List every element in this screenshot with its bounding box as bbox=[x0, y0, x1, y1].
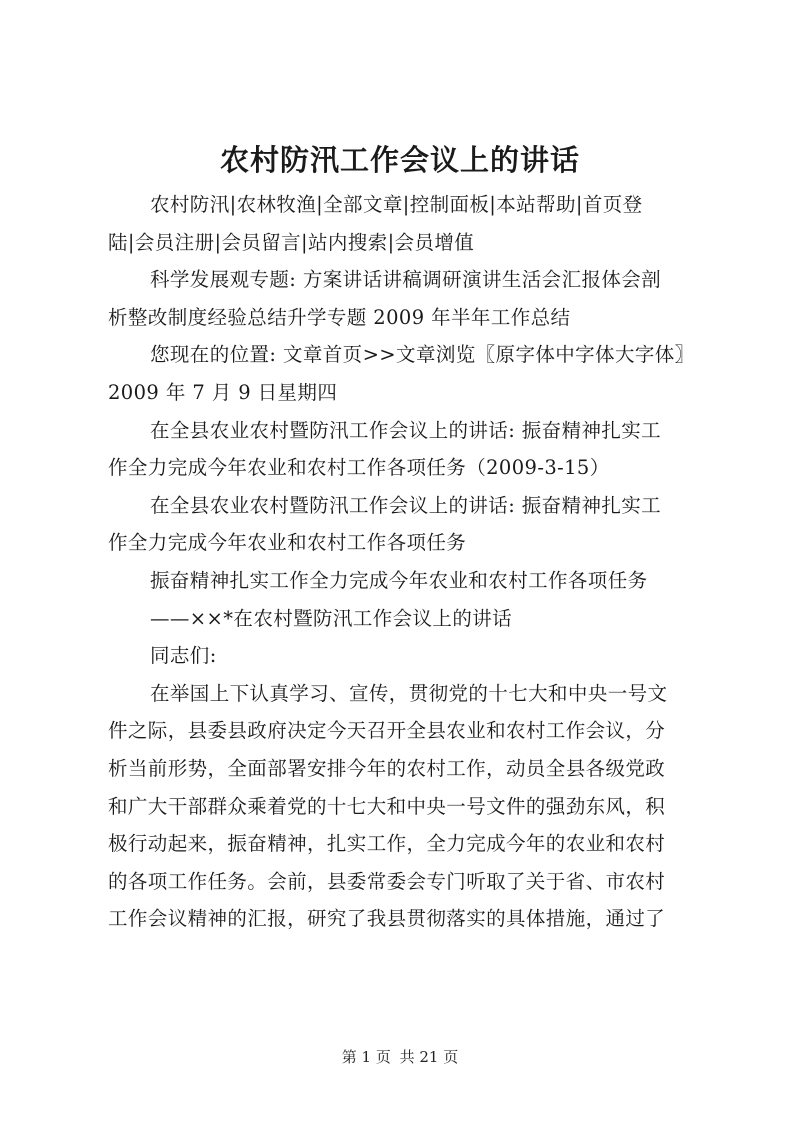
page-number: 第 1 页 bbox=[341, 1048, 391, 1066]
speech-subtitle: ——××*在农村暨防汛工作会议上的讲话 bbox=[150, 606, 513, 630]
article-heading-1-line-1: 在全县农业农村暨防汛工作会议上的讲话: 振奋精神扎实工 bbox=[150, 418, 662, 442]
page-total: 共 21 页 bbox=[399, 1048, 459, 1066]
paragraph-line: 和广大干部群众乘着党的十七大和中央一号文件的强劲东风，积 bbox=[108, 794, 666, 818]
nav-links-line-2: 陆|会员注册|会员留言|站内搜索|会员增值 bbox=[108, 230, 475, 254]
date-line: 2009 年 7 月 9 日星期四 bbox=[108, 380, 338, 404]
article-heading-2-line-1: 在全县农业农村暨防汛工作会议上的讲话: 振奋精神扎实工 bbox=[150, 493, 662, 517]
document-title: 农村防汛工作会议上的讲话 bbox=[219, 143, 580, 177]
paragraph-line: 析当前形势，全面部署安排今年的农村工作，动员全县各级党政 bbox=[108, 756, 666, 780]
article-heading-1-line-2: 作全力完成今年农业和农村工作各项任务（2009-3-15） bbox=[108, 456, 610, 480]
nav-links-line-1: 农村防汛|农林牧渔|全部文章|控制面板|本站帮助|首页登 bbox=[150, 193, 643, 216]
paragraph-line: 在举国上下认真学习、宣传，贯彻党的十七大和中央一号文 bbox=[150, 681, 668, 705]
paragraph-line: 件之际，县委县政府决定今天召开全县农业和农村工作会议，分 bbox=[108, 719, 666, 743]
paragraph-line: 极行动起来，振奋精神，扎实工作，全力完成今年的农业和农村 bbox=[108, 832, 666, 856]
page-footer bbox=[0, 1047, 800, 1067]
topic-line-1: 科学发展观专题: 方案讲话讲稿调研演讲生活会汇报体会剖 bbox=[150, 268, 662, 292]
article-heading-2-line-2: 作全力完成今年农业和农村工作各项任务 bbox=[108, 531, 467, 555]
salutation: 同志们: bbox=[150, 644, 217, 668]
location-line: 您现在的位置: 文章首页>>文章浏览〖原字体中字体大字体〗 bbox=[150, 343, 695, 367]
topic-line-2: 析整改制度经验总结升学专题 2009 年半年工作总结 bbox=[108, 305, 571, 329]
speech-title: 振奋精神扎实工作全力完成今年农业和农村工作各项任务 bbox=[150, 568, 648, 592]
paragraph-line: 的各项工作任务。会前，县委常委会专门听取了关于省、市农村 bbox=[108, 869, 666, 893]
document-body bbox=[108, 186, 706, 938]
paragraph-line: 工作会议精神的汇报，研究了我县贯彻落实的具体措施，通过了 bbox=[108, 907, 666, 931]
